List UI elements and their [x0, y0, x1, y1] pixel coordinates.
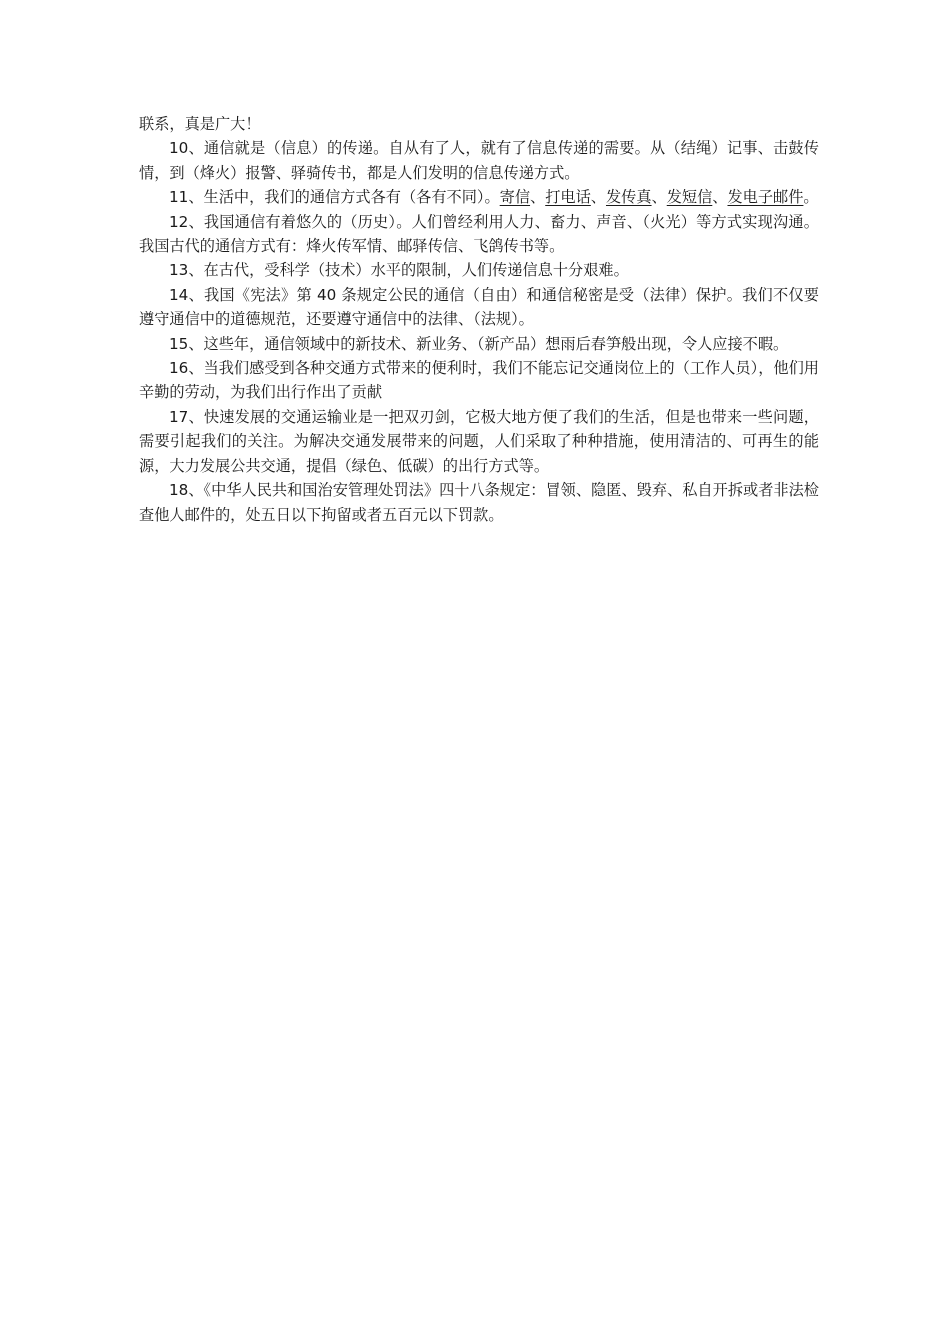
- underlined-term-sms: 发短信: [666, 188, 713, 207]
- paragraph-15: 15、这些年，通信领域中的新技术、新业务、（新产品）想雨后春笋般出现，令人应接不暇。: [169, 334, 789, 353]
- paragraph-11-end: 。: [803, 188, 819, 207]
- paragraph-11: [139, 185, 819, 209]
- underlined-term-email: 发电子邮件: [727, 188, 804, 207]
- paragraph-10: 10、通信就是（信息）的传递。自从有了人，就有了信息传递的需要。从（结绳）记事、击鼓传情，到（烽火）报警、驿骑传书，都是人们发明的信息传递方式。: [139, 139, 819, 182]
- underlined-term-phone: 打电话: [545, 188, 591, 207]
- paragraph-17: 17、快速发展的交通运输业是一把双刃剑，它极大地方便了我们的生活，但是也带来一些问题，需要引起我们的关注。为解决交通发展带来的问题，人们采取了种种措施，使用清洁的、可再生的能源，大力发展公共交通，提倡（绿色、低碳）的出行方式等。: [139, 407, 819, 475]
- paragraph-18: 18、《中华人民共和国治安管理处罚法》四十八条规定：冒领、隐匿、毁弃、私自开拆或者非法检查他人邮件的，处五日以下拘留或者五百元以下罚款。: [139, 481, 819, 524]
- underlined-term-letter: 寄信: [499, 188, 531, 207]
- paragraph-16: 16、当我们感受到各种交通方式带来的便利时，我们不能忘记交通岗位上的（工作人员），他们用辛勤的劳动，为我们出行作出了贡献: [139, 359, 819, 402]
- paragraph-14: 14、我国《宪法》第 40 条规定公民的通信（自由）和通信秘密是受（法律）保护。我们不仅要遵守通信中的道德规范，还要遵守通信中的法律、（法规）。: [139, 285, 819, 329]
- document-body: [139, 112, 819, 527]
- underlined-term-fax: 发传真: [605, 188, 652, 207]
- paragraph-continuation: 联系，真是广大！: [139, 115, 261, 133]
- separator: 、: [530, 188, 546, 207]
- separator: 、: [651, 188, 667, 207]
- paragraph-11-text: 11、生活中，我们的通信方式各有（各有不同）。: [169, 188, 500, 207]
- separator: 、: [712, 188, 728, 207]
- separator: 、: [590, 188, 606, 207]
- paragraph-12: 12、我国通信有着悠久的（历史）。人们曾经利用人力、畜力、声音、（火光）等方式实现沟通。我国古代的通信方式有：烽火传军情、邮驿传信、飞鸽传书等。: [139, 212, 819, 256]
- paragraph-13: 13、在古代，受科学（技术）水平的限制，人们传递信息十分艰难。: [169, 261, 629, 280]
